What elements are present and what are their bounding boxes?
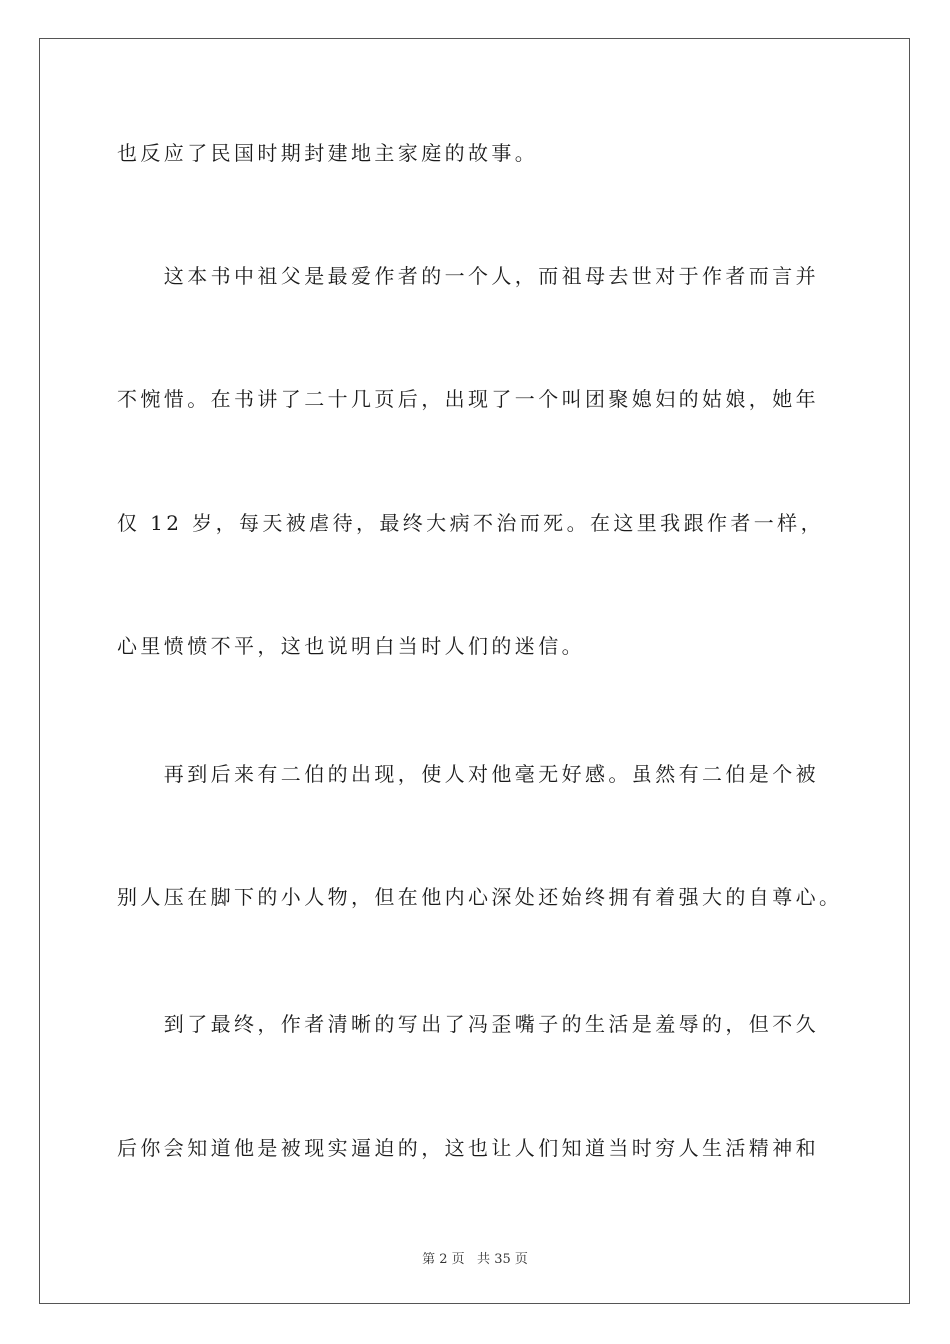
text-line-3: 不惋惜。在书讲了二十几页后，出现了一个叫团聚媳妇的姑娘，她年 [117,387,819,411]
text-line-1: 也反应了民国时期封建地主家庭的故事。 [117,141,539,165]
page-footer: 第 2 页 共 35 页 [422,1252,528,1267]
text-line-5: 心里愤愤不平，这也说明白当时人们的迷信。 [117,634,585,658]
text-line-2: 这本书中祖父是最爱作者的一个人，而祖母去世对于作者而言并 [117,264,819,288]
text-line-6: 再到后来有二伯的出现，使人对他毫无好感。虽然有二伯是个被 [117,762,819,786]
page-border [39,38,910,1304]
text-line-4: 仅 12 岁，每天被虐待，最终大病不治而死。在这里我跟作者一样， [117,511,824,535]
text-line-8: 到了最终，作者清晰的写出了冯歪嘴子的生活是羞辱的，但不久 [117,1012,819,1036]
text-line-9: 后你会知道他是被现实逼迫的，这也让人们知道当时穷人生活精神和 [117,1136,819,1160]
text-line-7: 别人压在脚下的小人物，但在他内心深处还始终拥有着强大的自尊心。 [117,885,843,909]
